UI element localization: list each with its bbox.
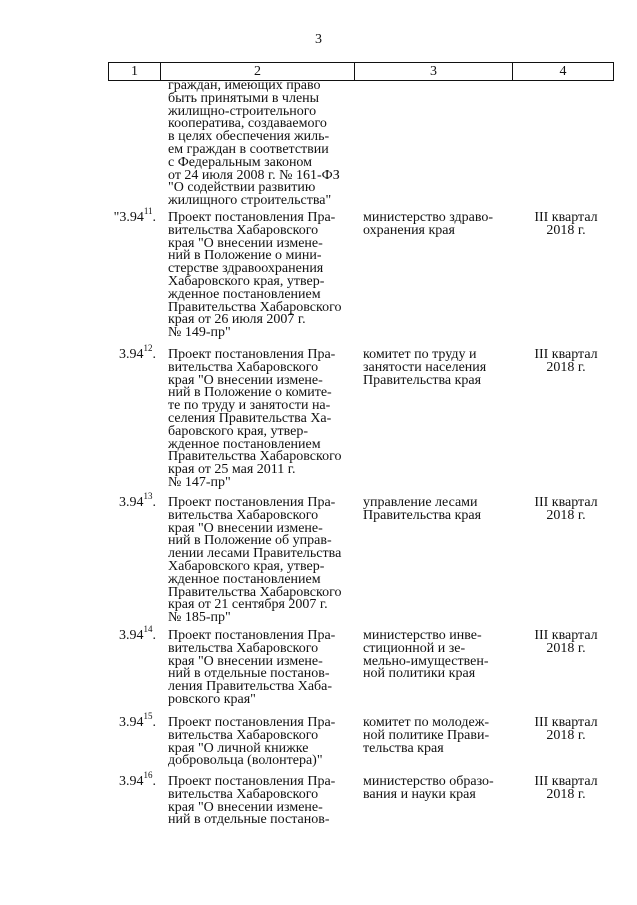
- item-number-superscript: 13: [143, 491, 153, 502]
- item-description-line: № 149-пр": [168, 325, 231, 341]
- deadline-line: 2018 г.: [546, 640, 586, 656]
- continued-text-line: жилищного строительства": [168, 193, 332, 209]
- item-description-line: жденное постановлением: [168, 286, 321, 302]
- responsible-body-line: Правительства края: [363, 507, 482, 523]
- responsible-body: [363, 497, 515, 523]
- continued-text-line: быть принятыми в члены: [168, 90, 320, 106]
- item-description-line: края от 26 июля 2007 г.: [168, 312, 306, 328]
- item-description-line: добровольца (волонтера)": [168, 753, 323, 769]
- column-header-2: 2: [161, 63, 355, 81]
- continued-text-line: "О содействии развитию: [168, 180, 316, 196]
- column-header-1: 1: [109, 63, 161, 81]
- item-description: [168, 776, 363, 827]
- item-description-line: те по труду и занятости на-: [168, 398, 331, 414]
- item-description: [168, 497, 363, 625]
- item-description-line: селения Правительства Ха-: [168, 410, 332, 426]
- continued-text-line: с Федеральным законом: [168, 154, 313, 170]
- item-description-line: жденное постановлением: [168, 436, 321, 452]
- deadline-line: 2018 г.: [546, 222, 586, 238]
- responsible-body: [363, 212, 515, 238]
- item-description-line: ний в Положение об управ-: [168, 533, 332, 549]
- item-number-base: 3.94: [119, 495, 144, 510]
- item-description-line: Проект постановления Пра-: [168, 774, 336, 789]
- deadline-line: III квартал: [534, 210, 598, 225]
- item-description-line: вительства Хабаровского: [168, 222, 319, 238]
- continued-text-line: ем граждан в соответствии: [168, 141, 329, 157]
- continued-text-line: в целях обеспечения жиль-: [168, 129, 330, 145]
- deadline: [520, 630, 612, 656]
- item-number-end: .: [152, 495, 156, 510]
- deadline-line: 2018 г.: [546, 786, 586, 802]
- item-number-superscript: 15: [143, 711, 153, 722]
- responsible-body: [363, 630, 515, 681]
- item-number: [96, 491, 156, 510]
- item-number-base: 3.94: [119, 774, 144, 789]
- item-number-superscript: 14: [143, 624, 153, 635]
- item-description: [168, 717, 363, 768]
- item-description-line: № 185-пр": [168, 610, 231, 626]
- item-description-line: Проект постановления Пра-: [168, 347, 336, 362]
- item-number-end: .: [152, 347, 156, 362]
- column-header-3: 3: [355, 63, 513, 81]
- responsible-body-line: охранения края: [363, 222, 455, 238]
- item-description-line: Проект постановления Пра-: [168, 628, 336, 643]
- item-description-line: № 147-пр": [168, 474, 231, 490]
- item-description-line: вительства Хабаровского: [168, 359, 319, 375]
- item-number-superscript: 16: [143, 770, 153, 781]
- item-description-line: ний в отдельные постанов-: [168, 812, 330, 828]
- item-description-line: края "О внесении измене-: [168, 520, 323, 536]
- item-number-superscript: 12: [143, 343, 153, 354]
- page-number: 3: [315, 32, 322, 47]
- item-description-line: края "О внесении измене-: [168, 372, 323, 388]
- item-description: [168, 212, 363, 340]
- deadline-line: 2018 г.: [546, 359, 586, 375]
- item-description-line: лении лесами Правительства: [168, 546, 342, 562]
- item-description-line: вительства Хабаровского: [168, 727, 319, 743]
- deadline-line: 2018 г.: [546, 727, 586, 743]
- continued-text-line: от 24 июля 2008 г. № 161-ФЗ: [168, 167, 340, 183]
- item-number-end: .: [152, 210, 156, 225]
- item-description: [168, 349, 363, 490]
- item-description-line: вительства Хабаровского: [168, 507, 319, 523]
- responsible-body-line: вания и науки края: [363, 786, 476, 802]
- item-description-line: ления Правительства Хаба-: [168, 679, 333, 695]
- deadline: [520, 717, 612, 743]
- item-number-base: 3.94: [119, 347, 144, 362]
- responsible-body-line: мельно-имуществен-: [363, 653, 489, 669]
- item-description-line: Проект постановления Пра-: [168, 210, 336, 225]
- item-number: [96, 343, 156, 362]
- deadline: [520, 349, 612, 375]
- item-description-line: жденное постановлением: [168, 571, 321, 587]
- deadline-line: 2018 г.: [546, 507, 586, 523]
- responsible-body-line: комитет по труду и: [363, 347, 477, 362]
- item-number-end: .: [152, 715, 156, 730]
- responsible-body-line: министерство инве-: [363, 628, 482, 643]
- item-description-line: вительства Хабаровского: [168, 786, 319, 802]
- deadline: [520, 212, 612, 238]
- deadline-line: III квартал: [534, 715, 598, 730]
- item-number: [96, 770, 156, 789]
- item-description-line: ний в Положение о комите-: [168, 385, 332, 401]
- deadline: [520, 497, 612, 523]
- item-description-line: баровского края, утвер-: [168, 423, 309, 439]
- column-header-4: 4: [513, 63, 614, 81]
- item-description-line: Правительства Хабаровского: [168, 299, 342, 315]
- item-description-line: ний в Положение о мини-: [168, 248, 322, 264]
- item-description-line: края от 25 мая 2011 г.: [168, 462, 296, 478]
- responsible-body-line: управление лесами: [363, 495, 478, 510]
- deadline-line: III квартал: [534, 774, 598, 789]
- continued-text-line: кооператива, создаваемого: [168, 116, 327, 132]
- responsible-body-line: тельства края: [363, 740, 444, 756]
- item-number-end: .: [152, 774, 156, 789]
- continued-text-line: граждан, имеющих право: [168, 78, 321, 93]
- item-description-line: вительства Хабаровского: [168, 640, 319, 656]
- responsible-body: [363, 776, 515, 802]
- item-description-line: края "О внесении измене-: [168, 235, 323, 251]
- item-number-base: 3.94: [119, 715, 144, 730]
- item-number-base: "3.94: [113, 210, 144, 225]
- item-number: [96, 624, 156, 643]
- responsible-body-line: ной политике Прави-: [363, 727, 490, 743]
- responsible-body-line: министерство образо-: [363, 774, 494, 789]
- item-description-line: стерстве здравоохранения: [168, 261, 324, 277]
- deadline-line: III квартал: [534, 347, 598, 362]
- item-number-base: 3.94: [119, 628, 144, 643]
- responsible-body-line: комитет по молодеж-: [363, 715, 490, 730]
- deadline-line: III квартал: [534, 628, 598, 643]
- responsible-body-line: стиционной и зе-: [363, 640, 466, 656]
- item-description-line: ний в отдельные постанов-: [168, 666, 330, 682]
- deadline-line: III квартал: [534, 495, 598, 510]
- item-description-line: Проект постановления Пра-: [168, 715, 336, 730]
- deadline: [520, 776, 612, 802]
- item-number-end: .: [152, 628, 156, 643]
- item-description-line: Правительства Хабаровского: [168, 449, 342, 465]
- item-number: [96, 711, 156, 730]
- responsible-body-line: занятости населения: [363, 359, 487, 375]
- item-description-line: Хабаровского края, утвер-: [168, 273, 325, 289]
- item-number: [96, 206, 156, 225]
- responsible-body: [363, 717, 515, 755]
- responsible-body-line: ной политики края: [363, 666, 476, 682]
- responsible-body: [363, 349, 515, 387]
- item-description-line: Хабаровского края, утвер-: [168, 558, 325, 574]
- responsible-body-line: министерство здраво-: [363, 210, 494, 225]
- responsible-body-line: Правительства края: [363, 372, 482, 388]
- item-description-line: Проект постановления Пра-: [168, 495, 336, 510]
- item-description-line: Правительства Хабаровского: [168, 584, 342, 600]
- item-description-line: края "О личной книжке: [168, 740, 309, 756]
- continued-text-line: жилищно-строительного: [168, 103, 317, 119]
- continued-text: [168, 80, 363, 208]
- item-description-line: края "О внесении измене-: [168, 653, 323, 669]
- item-number-superscript: 11: [143, 206, 153, 217]
- item-description-line: края от 21 сентября 2007 г.: [168, 597, 328, 613]
- item-description: [168, 630, 363, 707]
- item-description-line: края "О внесении измене-: [168, 799, 323, 815]
- item-description-line: ровского края": [168, 691, 256, 707]
